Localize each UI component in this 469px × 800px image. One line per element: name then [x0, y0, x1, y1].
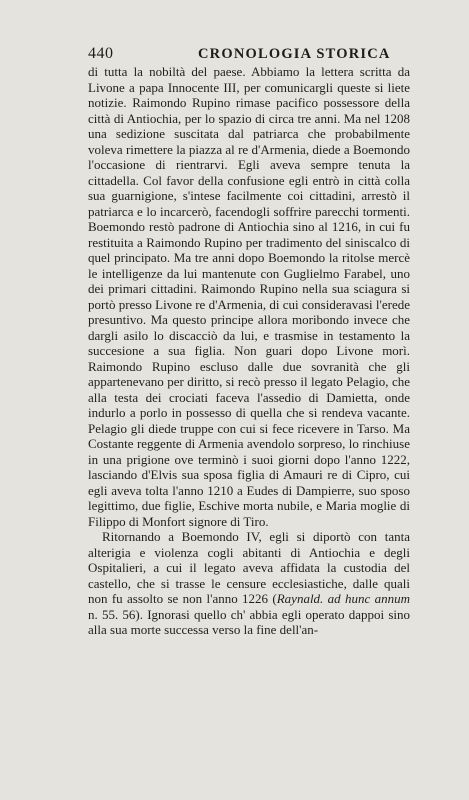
- paragraph: di tutta la nobiltà del paese. Abbiamo la lettera scritta da Livone a papa Innocente III, per comunicargli queste si liete notizie. Raimondo Rupino rimase pacifico possessore della città di Antiochia, per lo spazio di circa tre anni. Ma nel 1208 una sedizione suscitata dal patriarca che probabilmente voleva rimettere la piazza al re d'Armenia, diede a Boemondo l'occasione di rientrarvi. Egli aveva sempre tenuta la cittadella. Col favor della confusione egli entrò in città colla sua guarnigione, s'intese facilmente coi cittadini, arrestò il patriarca e lo incarcerò, facendogli soffrire parecchi tormenti. Boemondo restò padrone di Antiochia sino al 1216, in cui fu restituita a Raimondo Rupino per tradimento del siniscalco di quel principato. Ma tre anni dopo Boemondo la ritolse mercè le intelligenze da lui mantenute con Guglielmo Farabel, uno dei primari cittadini. Raimondo Rupino nella sua sciagura si portò presso Livone re d'Armenia, di cui consideravasi l'erede presuntivo. Ma questo principe allora moribondo invece che dargli asilo lo discacciò da lui, e trasmise in testamento la succesione a sua figlia. Non guari dopo Livone morì. Raimondo Rupino escluso dalle due sovranità che gli appartenevano per diritto, si recò presso il legato Pelagio, che alla testa dei crociati faceva l'assedio di Damietta, onde indurlo a porlo in possesso di quella che si rendeva vacante. Pelagio gli diede truppe con cui si fece ricevere in Tarso. Ma Costante reggente di Armenia avendolo sorpreso, lo rinchiuse in una prigione ove terminò i suoi giorni dopo l'anno 1222, lasciando d'Elvis sua sposa figlia di Amauri re di Cipro, cui egli aveva tolta l'anno 1210 a Eudes di Dampierre, suo sposo legittimo, due figlie, Eschive morta nubile, e Maria moglie di Filippo di Monfort signore di Tiro.: [88, 64, 410, 529]
- paragraph: [88, 529, 410, 638]
- page-header: [88, 45, 400, 65]
- page-number: 440: [88, 45, 114, 62]
- paragraph-text: n. 55. 56). Ignorasi quello ch' abbia egli operato dappoi sino alla sua morte successa verso la fine dell'an-: [88, 606, 410, 637]
- paragraph-text: Ritornando a Boemondo IV, egli si diportò con tanta alterigia e violenza cogli abitanti di Antiochia e degli Ospitalieri, a cui il legato aveva affidata la custodia del castello, che si trasse le censure ecclesiastiche, dalle quali non fu assolto se non l'anno 1226 (: [88, 529, 410, 606]
- running-title: CRONOLOGIA STORICA: [198, 46, 391, 62]
- body-text: [88, 64, 410, 638]
- citation: Raynald. ad hunc annum: [276, 591, 410, 606]
